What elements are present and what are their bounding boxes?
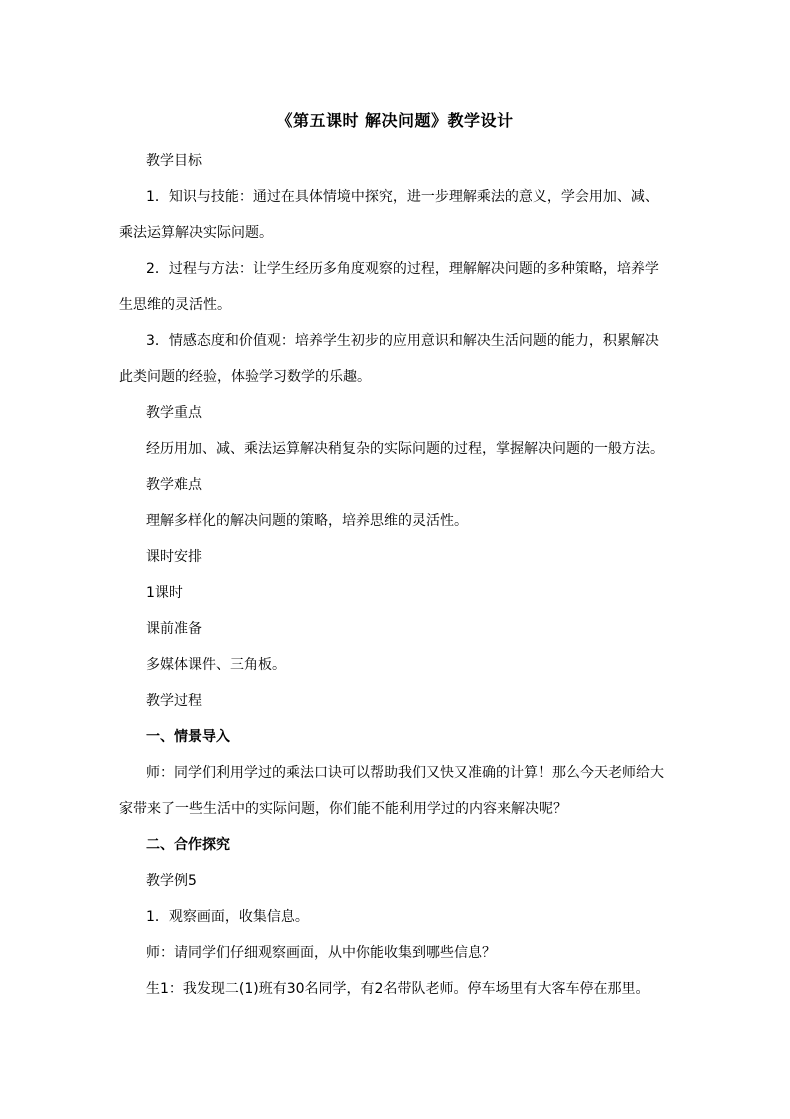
- preparation-text: 多媒体课件、三角板。: [146, 657, 286, 673]
- teacher-line-1: 师：同学们利用学过的乘法口诀可以帮助我们又快又准确的计算！那么今天老师给大: [146, 765, 664, 781]
- teacher-line-2: 家带来了一些生活中的实际问题，你们能不能利用学过的内容来解决呢？: [119, 801, 567, 817]
- heading-preparation: 课前准备: [146, 621, 202, 637]
- heading-process: 教学过程: [146, 693, 202, 709]
- section-1-heading: 一、情景导入: [146, 729, 230, 745]
- document-title: 《第五课时 解决问题》教学设计: [276, 111, 514, 130]
- example-label: 教学例5: [146, 873, 197, 889]
- difficulties-text: 理解多样化的解决问题的策略，培养思维的灵活性。: [146, 513, 468, 529]
- goal-1-line-2: 乘法运算解决实际问题。: [119, 225, 273, 241]
- goal-2-line-1: 2．过程与方法：让学生经历多角度观察的过程，理解解决问题的多种策略，培养学: [146, 261, 659, 277]
- key-points-text: 经历用加、减、乘法运算解决稍复杂的实际问题的过程，掌握解决问题的一般方法。: [146, 441, 664, 457]
- heading-teaching-goals: 教学目标: [146, 153, 202, 169]
- goal-3-line-1: 3．情感态度和价值观：培养学生初步的应用意识和解决生活问题的能力，积累解决: [146, 333, 659, 349]
- heading-difficulties: 教学难点: [146, 477, 202, 493]
- goal-3-line-2: 此类问题的经验，体验学习数学的乐趣。: [119, 369, 371, 385]
- student-answer-1: 生1：我发现二(1)班有30名同学，有2名带队老师。停车场里有大客车停在那里。: [146, 981, 650, 997]
- goal-2-line-2: 生思维的灵活性。: [119, 297, 231, 313]
- step-1-text: 1．观察画面，收集信息。: [146, 909, 309, 925]
- schedule-text: 1课时: [146, 585, 183, 601]
- section-2-heading: 二、合作探究: [146, 837, 230, 853]
- goal-1-line-1: 1．知识与技能：通过在具体情境中探究，进一步理解乘法的意义，学会用加、减、: [146, 189, 659, 205]
- heading-key-points: 教学重点: [146, 405, 202, 421]
- teacher-question: 师：请同学们仔细观察画面，从中你能收集到哪些信息？: [146, 945, 496, 961]
- heading-schedule: 课时安排: [146, 549, 202, 565]
